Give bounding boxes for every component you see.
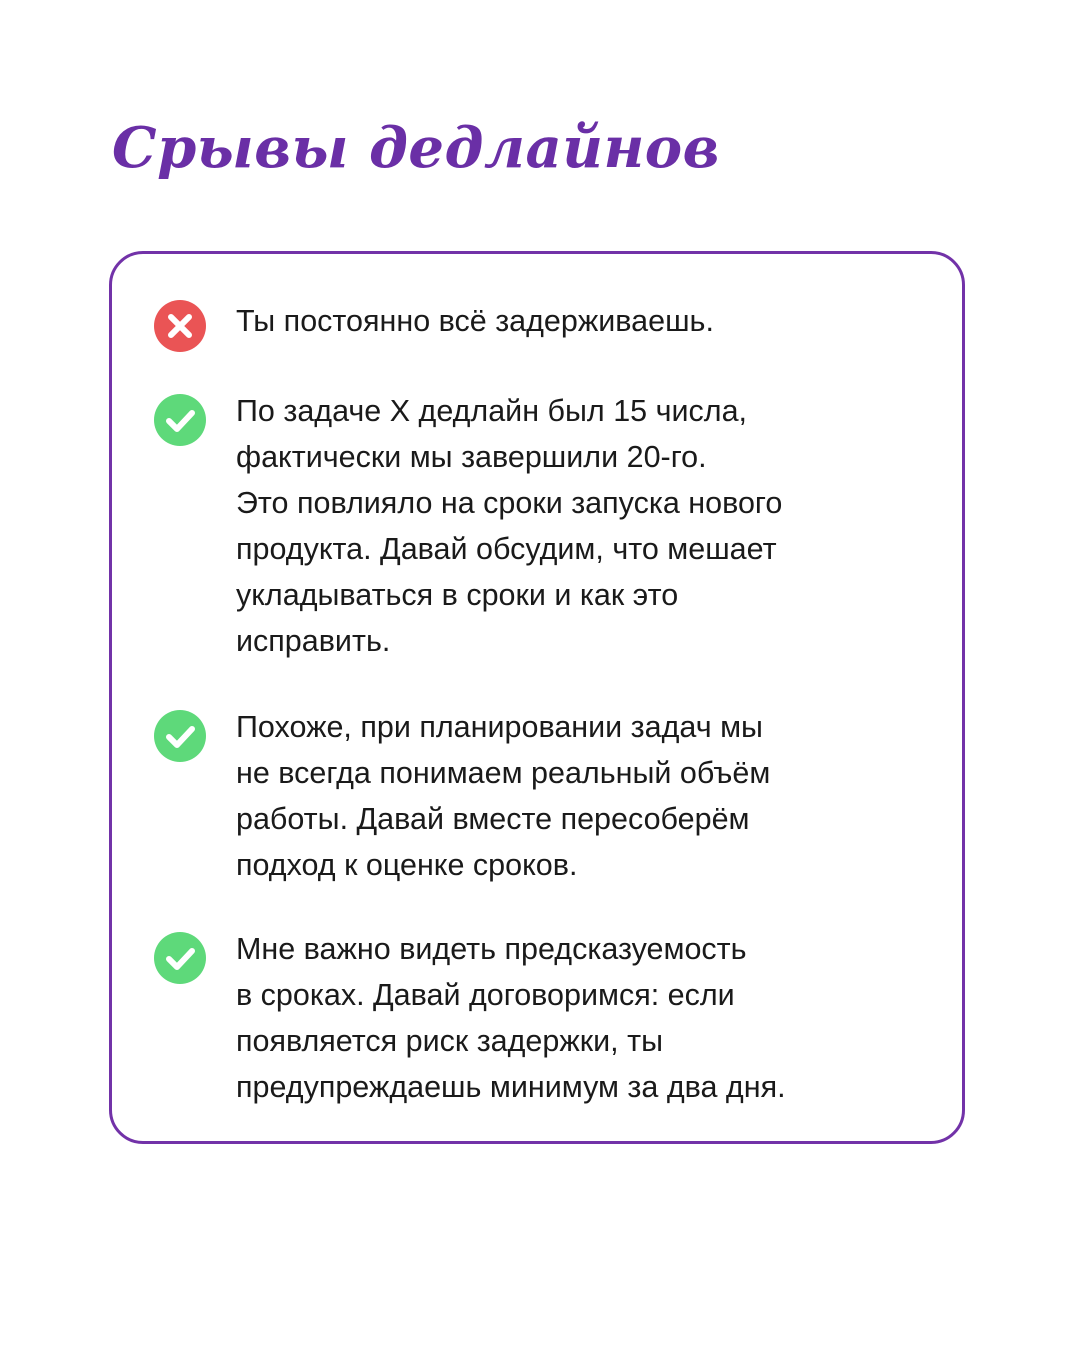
item-line: работы. Давай вместе пересоберём (236, 802, 750, 836)
item-line: По задаче X дедлайн был 15 числа, (236, 394, 748, 428)
item-line: исправить. (236, 624, 391, 658)
item-line: Мне важно видеть предсказуемость (236, 932, 747, 966)
item-line: подход к оценке сроков. (236, 848, 578, 882)
item-line: появляется риск задержки, ты (236, 1024, 663, 1058)
item-text (236, 704, 936, 888)
item-line: продукта. Давай обсудим, что мешает (236, 532, 777, 566)
item-text (236, 926, 936, 1110)
item-line: фактически мы завершили 20-го. (236, 440, 707, 474)
item-line: укладываться в сроки и как это (236, 578, 679, 612)
item-line: предупреждаешь минимум за два дня. (236, 1070, 786, 1104)
item-text (236, 298, 936, 344)
phrases-card (109, 251, 965, 1144)
page-title: Срывы дедлайнов (112, 115, 720, 181)
check-icon (154, 394, 206, 446)
item-line: не всегда понимаем реальный объём (236, 756, 771, 790)
cross-icon (154, 300, 206, 352)
item-line: Ты постоянно всё задерживаешь. (236, 304, 714, 338)
item-text (236, 388, 936, 664)
item-line: Это повлияло на сроки запуска нового (236, 486, 783, 520)
check-icon (154, 932, 206, 984)
item-line: в сроках. Давай договоримся: если (236, 978, 735, 1012)
item-line: Похоже, при планировании задач мы (236, 710, 763, 744)
check-icon (154, 710, 206, 762)
